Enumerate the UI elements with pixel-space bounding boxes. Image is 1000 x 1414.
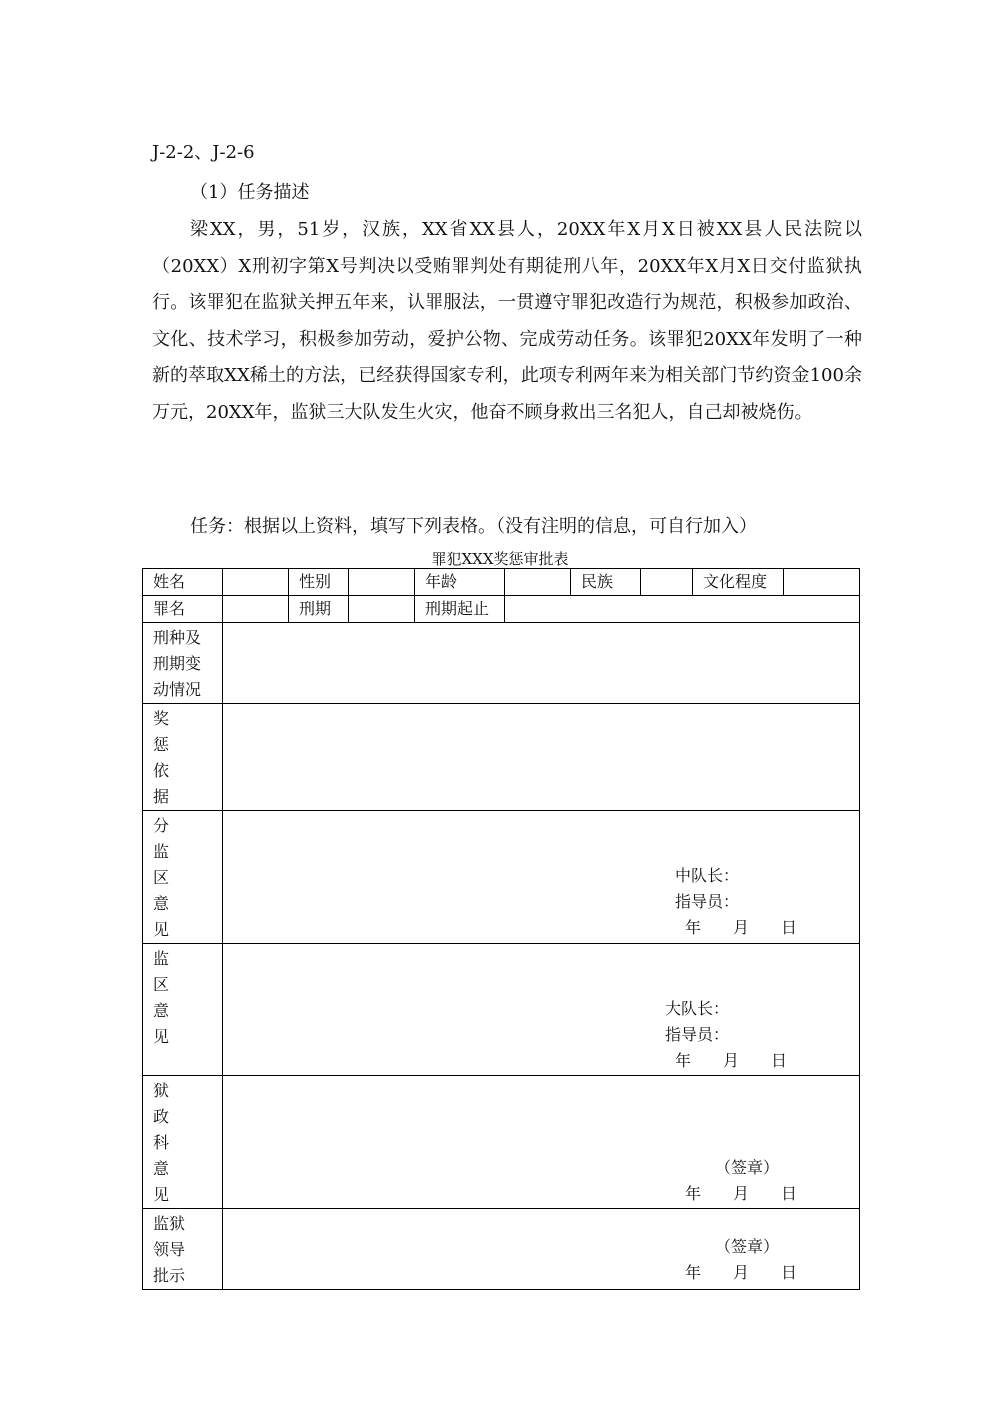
age-label: 年龄 — [415, 569, 505, 596]
reward-approval-form — [142, 568, 860, 1290]
section-heading: （1）任务描述 — [190, 182, 310, 203]
leader-instruction-field[interactable] — [223, 1209, 860, 1290]
sub-area-instructor-label: 指导员： — [675, 892, 740, 911]
prison-admin-opinion-label: 狱 政 科 意 见 — [143, 1076, 223, 1209]
area-instructor-label: 指导员： — [665, 1025, 730, 1044]
age-field[interactable] — [505, 569, 571, 596]
sentence-change-field[interactable] — [223, 623, 860, 704]
education-field[interactable] — [784, 569, 860, 596]
term-range-field[interactable] — [505, 596, 860, 623]
leader-seal: （签章） — [715, 1237, 780, 1256]
leader-instruction-label: 监狱 领导 批示 — [143, 1209, 223, 1290]
prison-admin-opinion-field[interactable] — [223, 1076, 860, 1209]
basis-field[interactable] — [223, 704, 860, 811]
sentence-change-label: 刑种及 刑期变 动情况 — [143, 623, 223, 704]
sub-area-date: 年 月 日 — [685, 918, 798, 937]
sex-label: 性别 — [289, 569, 349, 596]
ethnicity-label: 民族 — [571, 569, 641, 596]
document-code: J-2-2、J-2-6 — [152, 142, 255, 163]
name-field[interactable] — [223, 569, 289, 596]
sub-area-opinion-label: 分 监 区 意 见 — [143, 811, 223, 944]
crime-field[interactable] — [223, 596, 289, 623]
case-description: 梁XX，男，51岁，汉族，XX省XX县人，20XX年X月X日被XX县人民法院以（20XX）X刑初字第X号判决以受贿罪判处有期徒刑八年，20XX年X月X日交付监狱执行。该罪犯在监狱关押五年来，认罪服法，一贯遵守罪犯改造行为规范，积极参加政治、文化、技术学习，积极参加劳动，爱护公物、完成劳动任务。该罪犯20XX年发明了一种新的萃取XX稀土的方法，已经获得国家专利，此项专利两年来为相关部门节约资金100余万元，20XX年，监狱三大队发生火灾，他奋不顾身救出三名犯人，自己却被烧伤。 — [152, 219, 862, 423]
sub-area-opinion-field[interactable] — [223, 811, 860, 944]
term-field[interactable] — [349, 596, 415, 623]
area-opinion-field[interactable] — [223, 944, 860, 1076]
form-title: 罪犯XXX奖惩审批表 — [431, 550, 569, 568]
name-label: 姓名 — [143, 569, 223, 596]
term-range-label: 刑期起止 — [415, 596, 505, 623]
education-label: 文化程度 — [693, 569, 784, 596]
area-opinion-label: 监 区 意 见 — [143, 944, 223, 1076]
brigade-leader-label: 大队长： — [665, 999, 730, 1018]
prison-admin-date: 年 月 日 — [685, 1184, 798, 1203]
prison-admin-seal: （签章） — [715, 1158, 780, 1177]
term-label: 刑期 — [289, 596, 349, 623]
squad-leader-label: 中队长： — [675, 866, 740, 885]
task-instruction: 任务：根据以上资料，填写下列表格。（没有注明的信息，可自行加入） — [190, 516, 757, 537]
area-date: 年 月 日 — [675, 1051, 788, 1070]
leader-date: 年 月 日 — [685, 1263, 798, 1282]
sex-field[interactable] — [349, 569, 415, 596]
basis-label: 奖 惩 依 据 — [143, 704, 223, 811]
crime-label: 罪名 — [143, 596, 223, 623]
ethnicity-field[interactable] — [641, 569, 693, 596]
